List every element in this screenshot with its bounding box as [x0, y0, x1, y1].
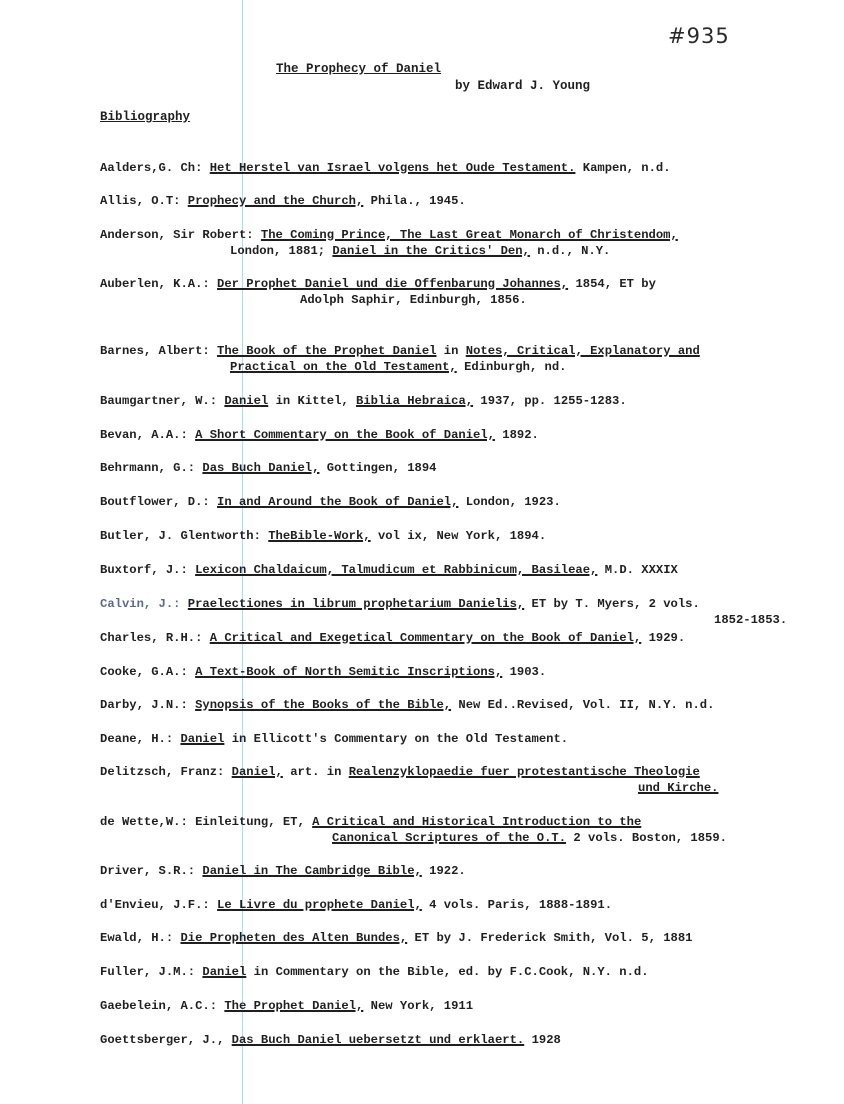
entry-author: Barnes, Albert:	[100, 344, 210, 358]
entry-work: The Book of the Prophet Daniel	[217, 344, 437, 358]
entry-rest: 1929.	[648, 631, 686, 645]
entry-continuation	[100, 359, 840, 375]
bib-entry	[100, 343, 840, 375]
entry-author: Charles, R.H.:	[100, 631, 203, 645]
entry-author: Butler, J. Glentworth:	[100, 529, 261, 543]
bib-entry	[100, 528, 840, 544]
entry-rest: London, 1923.	[465, 495, 561, 509]
entry-author: Cooke, G.A.:	[100, 665, 188, 679]
bib-entry	[100, 460, 840, 476]
entry-rest: M.D. XXXIX	[604, 563, 678, 577]
entry-rest: ET by T. Myers, 2 vols.	[531, 597, 700, 611]
entry-work: Het Herstel van Israel volgens het Oude Testament.	[209, 161, 576, 175]
entry-rest: Gottingen, 1894	[326, 461, 437, 475]
entry-continuation	[100, 243, 840, 259]
bib-entry	[100, 227, 840, 259]
entry-work: Daniel,	[231, 765, 283, 779]
entry-rest: 1928	[531, 1033, 561, 1047]
entry-work2: Biblia Hebraica,	[356, 394, 474, 408]
entry-author: Driver, S.R.:	[100, 864, 196, 878]
entry-work: The Prophet Daniel,	[224, 999, 364, 1013]
document-number: #935	[668, 24, 730, 48]
entry-work2: A Critical and Historical Introduction to the	[312, 815, 642, 829]
entry-author: Darby, J.N.:	[100, 698, 188, 712]
entry-author: Baumgartner, W.:	[100, 394, 218, 408]
bib-entry	[100, 998, 840, 1014]
entry-author: Deane, H.:	[100, 732, 174, 746]
entry-work: Die Propheten des Alten Bundes,	[180, 931, 408, 945]
entry-line2-work: Daniel in the Critics' Den,	[332, 244, 530, 258]
bib-entry	[100, 393, 840, 409]
entry-line2-rest: Edinburgh, nd.	[464, 360, 567, 374]
entry-author: Anderson, Sir Robert:	[100, 228, 254, 242]
entry-work: Daniel in The Cambridge Bible,	[202, 864, 422, 878]
entry-line2-work: Canonical Scriptures of the O.T.	[332, 831, 567, 845]
entry-line2-rest: n.d., N.Y.	[537, 244, 611, 258]
entry-rest: Phila., 1945.	[370, 194, 466, 208]
bib-entry	[100, 160, 840, 176]
entry-continuation: Adolph Saphir, Edinburgh, 1856.	[300, 293, 527, 307]
entry-rest: New Ed..Revised, Vol. II, N.Y. n.d.	[458, 698, 715, 712]
entry-work2: Notes, Critical, Explanatory and	[465, 344, 700, 358]
entry-line2-work: Practical on the Old Testament,	[230, 360, 457, 374]
entry-work: Synopsis of the Books of the Bible,	[195, 698, 452, 712]
bib-entry	[100, 562, 840, 578]
entry-work: Daniel	[202, 965, 247, 979]
entry-line2-prefix: London, 1881;	[230, 244, 326, 258]
entry-line2-rest: 2 vols. Boston, 1859.	[573, 831, 727, 845]
entry-work: Der Prophet Daniel und die Offenbarung Johannes,	[217, 277, 569, 291]
bib-entry	[100, 814, 840, 846]
entry-author: d'Envieu, J.F.:	[100, 898, 210, 912]
entry-rest: ET by J. Frederick Smith, Vol. 5, 1881	[414, 931, 693, 945]
entry-author: Fuller, J.M.:	[100, 965, 196, 979]
entry-work: Das Buch Daniel,	[202, 461, 320, 475]
entry-author: Aalders,G. Ch:	[100, 161, 203, 175]
entry-author: Gaebelein, A.C.:	[100, 999, 218, 1013]
entry-author: Ewald, H.:	[100, 931, 174, 945]
entry-work: TheBible-Work,	[268, 529, 371, 543]
entry-rest: 1922.	[429, 864, 466, 878]
entry-work: Das Buch Daniel uebersetzt und erklaert.	[231, 1033, 525, 1047]
entry-work2: Realenzyklopaedie fuer protestantische Theologie	[348, 765, 700, 779]
document-title: The Prophecy of Daniel	[276, 62, 442, 76]
bib-entry	[100, 764, 840, 796]
entry-rest: 1937, pp. 1255-1283.	[480, 394, 627, 408]
entry-line2-work: und Kirche.	[638, 781, 719, 795]
bib-entry	[100, 863, 840, 879]
bib-entry	[100, 193, 840, 209]
bib-entry	[100, 427, 840, 443]
entry-rest: vol ix, New York, 1894.	[377, 529, 547, 543]
entry-mid: Einleitung, ET,	[195, 815, 305, 829]
entry-author: Delitzsch, Franz:	[100, 765, 225, 779]
entry-mid: art. in	[290, 765, 342, 779]
entry-author: Bevan, A.A.:	[100, 428, 188, 442]
entry-work: Daniel	[180, 732, 225, 746]
bib-entry	[100, 630, 840, 646]
entry-work: In and Around the Book of Daniel,	[217, 495, 459, 509]
entry-work: Daniel	[224, 394, 269, 408]
bib-entry	[100, 964, 840, 980]
bib-entry	[100, 930, 840, 946]
entry-mid: in Kittel,	[275, 394, 349, 408]
entry-continuation	[100, 830, 840, 846]
entry-work: A Text-Book of North Semitic Inscriptions,	[195, 665, 503, 679]
bib-entry	[100, 731, 840, 747]
entry-work: Lexicon Chaldaicum, Talmudicum et Rabbinicum, Basileae,	[195, 563, 598, 577]
entry-continuation	[100, 780, 840, 796]
entry-work: The Coming Prince, The Last Great Monarch of Christendom,	[260, 228, 678, 242]
bib-entry	[100, 596, 840, 628]
entry-author: Allis, O.T:	[100, 194, 181, 208]
entry-author: de Wette,W.:	[100, 815, 188, 829]
entry-work: Praelectiones in librum prophetarium Danielis,	[187, 597, 525, 611]
entry-rest: in Commentary on the Bible, ed. by F.C.Cook, N.Y. n.d.	[253, 965, 649, 979]
bib-entry	[100, 1032, 840, 1048]
bib-entry	[100, 276, 840, 308]
entry-mid: in	[443, 344, 459, 358]
entry-author: Auberlen, K.A.:	[100, 277, 210, 291]
entry-author: Boutflower, D.:	[100, 495, 210, 509]
entry-author: Goettsberger, J.,	[100, 1033, 225, 1047]
entry-rest: New York, 1911	[370, 999, 474, 1013]
entry-continuation: 1852-1853.	[714, 613, 788, 627]
section-heading: Bibliography	[100, 110, 191, 124]
entry-author: Buxtorf, J.:	[100, 563, 188, 577]
entry-author: Behrmann, G.:	[100, 461, 196, 475]
bib-entry	[100, 664, 840, 680]
entry-rest: Kampen, n.d.	[582, 161, 671, 175]
entry-work: Le Livre du prophete Daniel,	[217, 898, 422, 912]
entry-rest: 1892.	[502, 428, 539, 442]
document-author: by Edward J. Young	[455, 79, 591, 93]
bib-entry	[100, 697, 840, 713]
entry-rest: in Ellicott's Commentary on the Old Testament.	[231, 732, 569, 746]
bib-entry	[100, 494, 840, 510]
entry-rest: 1854, ET by	[575, 277, 656, 291]
entry-rest: 1903.	[509, 665, 547, 679]
entry-work: A Critical and Exegetical Commentary on the Book of Daniel,	[209, 631, 642, 645]
entry-rest: 4 vols. Paris, 1888-1891.	[429, 898, 613, 912]
bib-entry	[100, 897, 840, 913]
entry-work: Prophecy and the Church,	[187, 194, 364, 208]
entry-work: A Short Commentary on the Book of Daniel,	[195, 428, 495, 442]
entry-author: Calvin, J.:	[100, 597, 181, 611]
